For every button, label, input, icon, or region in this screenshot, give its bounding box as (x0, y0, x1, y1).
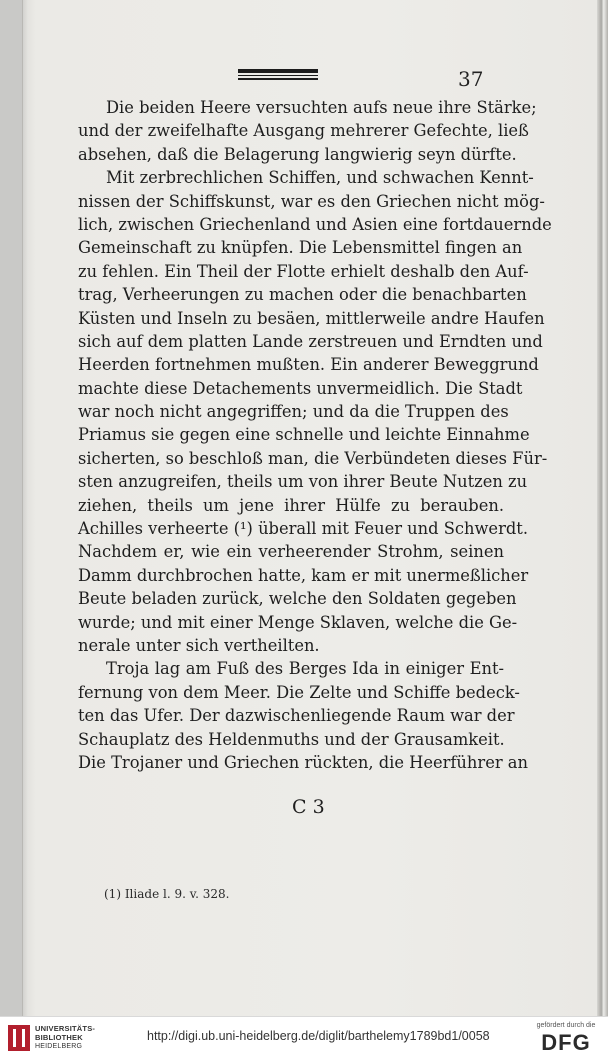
body-text (78, 96, 552, 774)
text-line: Damm durchbrochen hatte, kam er mit unermeßlicher (78, 565, 529, 585)
text-line: nissen der Schiffskunst, war es den Griechen nicht mög- (78, 191, 545, 211)
footnote: (1) Iliade l. 9. v. 328. (104, 887, 230, 901)
text-line: Küsten und Inseln zu besäen, mittlerweile andre Haufen (78, 308, 545, 328)
university-library-logo-icon[interactable] (8, 1025, 30, 1051)
text-line: trag, Verheerungen zu machen oder die benachbarten (78, 285, 527, 305)
text-line: Die Trojaner und Griechen rückten, die Heerführer an (78, 752, 528, 772)
text-line: und der zweifelhafte Ausgang mehrerer Gefechte, ließ (78, 121, 529, 141)
text-line: ten das Ufer. Der dazwischenliegende Raum war der (78, 706, 515, 726)
text-line: machte diese Detachements unvermeidlich. Die Stadt (78, 378, 523, 398)
text-line: Heerden fortnehmen mußten. Ein anderer Beweggrund (78, 355, 539, 375)
text-line: fernung von dem Meer. Die Zelte und Schiffe bedeck- (78, 682, 520, 702)
text-line: ziehen, theils um jene ihrer Hülfe zu berauben. (78, 495, 504, 515)
text-line: Troja lag am Fuß des Berges Ida in einiger Ent- (106, 659, 504, 679)
text-line: wurde; und mit einer Menge Sklaven, welche die Ge- (78, 612, 518, 632)
text-line: sicherten, so beschloß man, die Verbündeten dieses Für- (78, 448, 548, 468)
text-line: absehen, daß die Belagerung langwierig seyn dürfte. (78, 144, 517, 164)
funder-block (530, 1021, 602, 1056)
text-line: Mit zerbrechlichen Schiffen, und schwachen Kennt- (106, 168, 534, 188)
permalink-url[interactable]: http://digi.ub.uni-heidelberg.de/diglit/barthelemy1789bd1/0058 (147, 1029, 490, 1043)
logo-mark (13, 1029, 25, 1047)
page-edge (597, 0, 608, 1016)
library-name-line2: BIBLIOTHEK (35, 1033, 83, 1042)
text-line: sich auf dem platten Lande zerstreuen und Erndten und (78, 331, 543, 351)
text-line: Priamus sie gegen eine schnelle und leichte Einnahme (78, 425, 530, 445)
signature-mark: C 3 (292, 796, 325, 818)
library-name-line1: UNIVERSITÄTS- (35, 1024, 96, 1033)
dfg-logo[interactable]: DFG (541, 1030, 591, 1055)
text-line: Schauplatz des Heldenmuths und der Grausamkeit. (78, 729, 505, 749)
header-rule-bottom (238, 78, 318, 80)
header-rule-thin (238, 75, 318, 76)
text-line: war noch nicht angegriffen; und da die Truppen des (78, 402, 509, 422)
text-line: zu fehlen. Ein Theil der Flotte erhielt deshalb den Auf- (78, 261, 529, 281)
footer-bar (0, 1016, 608, 1060)
text-line: lich, zwischen Griechenland und Asien eine fortdauernde (78, 214, 552, 234)
text-line: sten anzugreifen, theils um von ihrer Beute Nutzen zu (78, 472, 528, 492)
text-line: Die beiden Heere versuchten aufs neue ihre Stärke; (106, 98, 537, 117)
text-line: Gemeinschaft zu knüpfen. Die Lebensmittel fingen an (78, 238, 523, 258)
page-number: 37 (458, 67, 484, 91)
text-line: Beute beladen zurück, welche den Soldaten gegeben (78, 589, 517, 609)
funded-by-label: gefördert durch die (536, 1022, 596, 1029)
text-line: Nachdem er, wie ein verheerender Strohm, seinen (78, 542, 504, 562)
library-name-line3: HEIDELBERG (35, 1043, 83, 1050)
header-rule-thick (238, 69, 318, 73)
text-line: Achilles verheerte (¹) überall mit Feuer und Schwerdt. (78, 519, 528, 539)
text-line: nerale unter sich vertheilten. (78, 635, 320, 655)
library-name (35, 1024, 95, 1051)
